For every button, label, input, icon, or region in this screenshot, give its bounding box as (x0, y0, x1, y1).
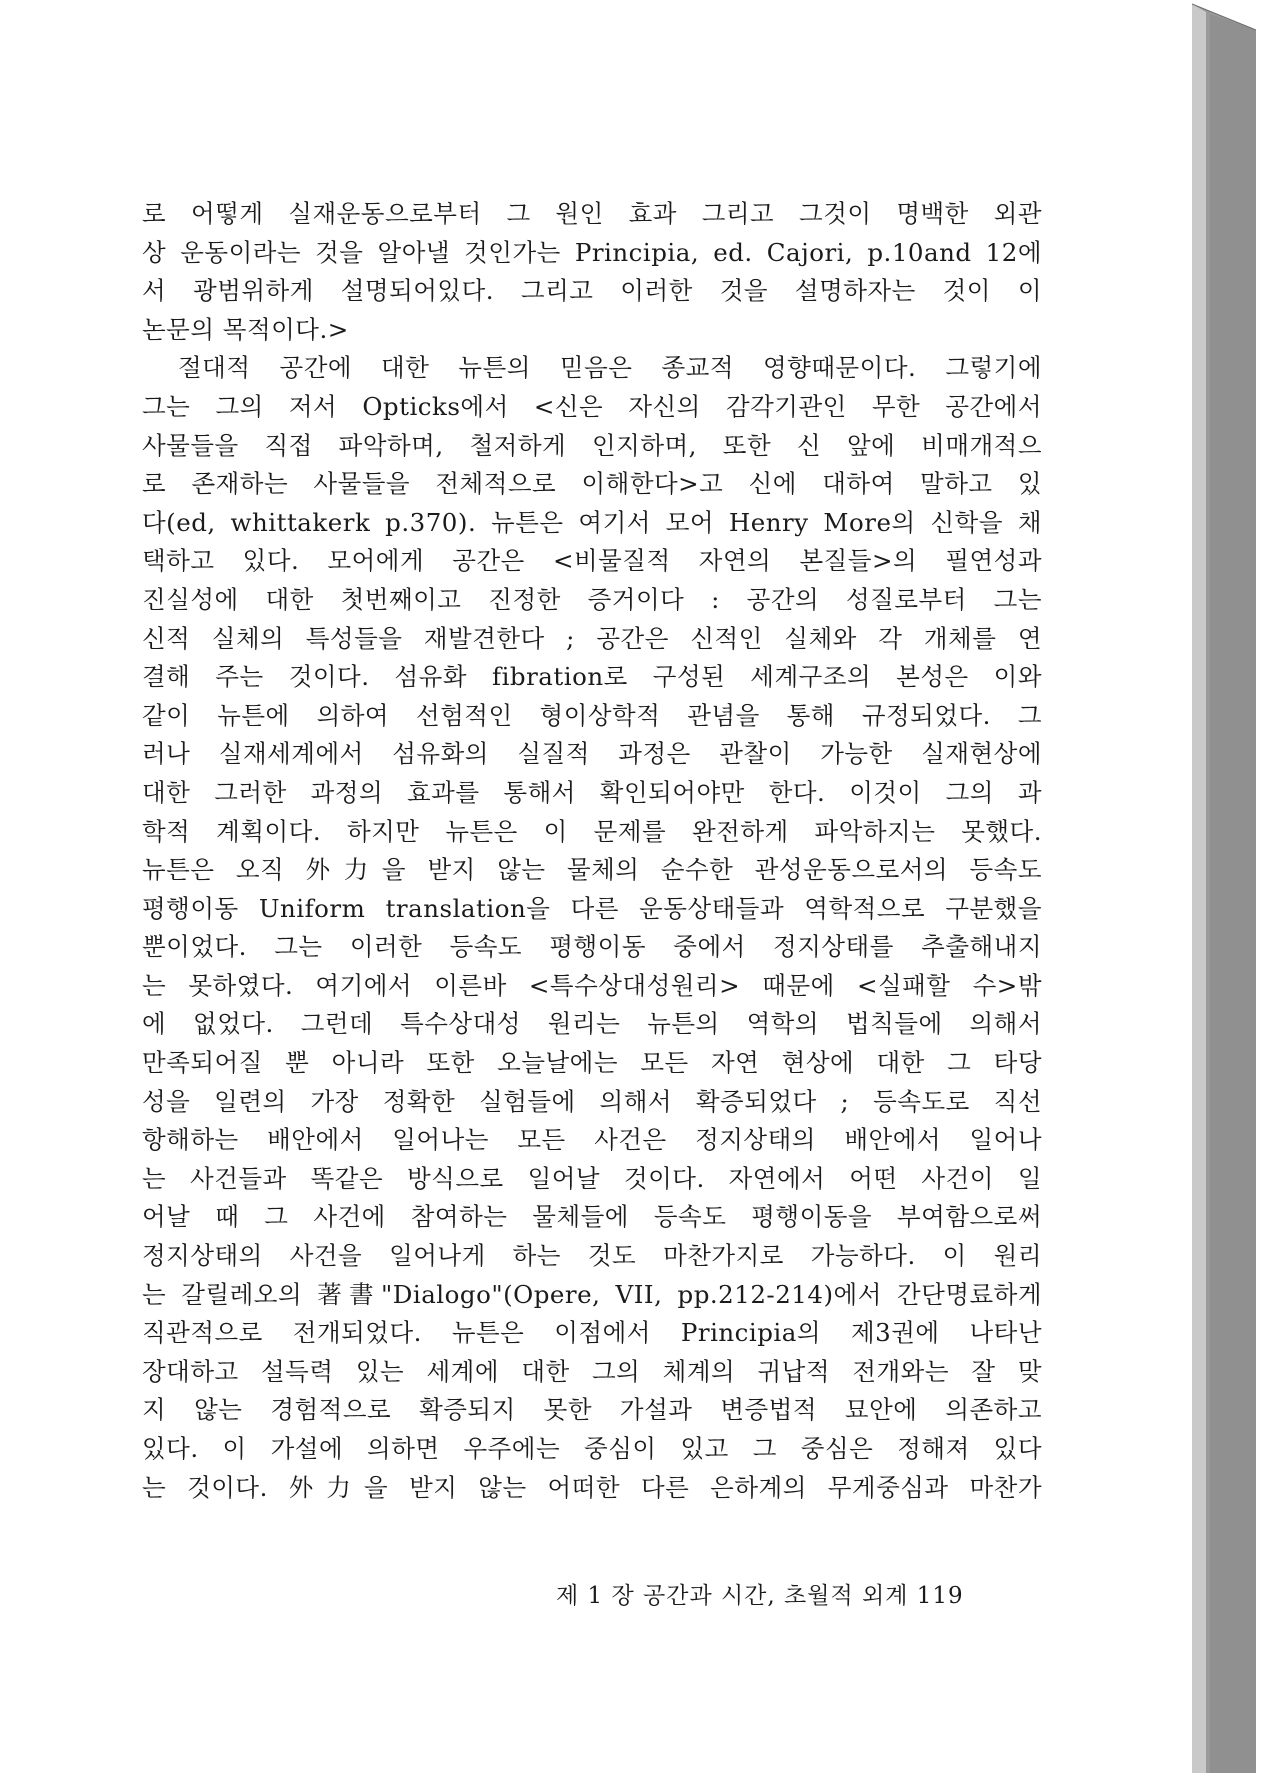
text-line: 직관적으로 전개되었다. 뉴튼은 이점에서 Principia의 제3권에 나타난 (142, 1318, 1042, 1348)
text-line: 평행이동 Uniform translation을 다른 운동상태들과 역학적으로 구분했을 (142, 893, 1042, 923)
text-line: 는 갈릴레오의 著書"Dialogo"(Opere, VII, pp.212-214)에서 간단명료하게 (142, 1279, 1042, 1309)
text-line: 서 광범위하게 설명되어있다. 그리고 이러한 것을 설명하자는 것이 이 (142, 276, 1042, 306)
text-line: 상 운동이라는 것을 알아낼 것인가는 Principia, ed. Cajori, p.10and 12에 (142, 237, 1042, 267)
text-line: 사물들을 직접 파악하며, 철저하게 인지하며, 또한 신 앞에 비매개적으 (142, 430, 1042, 460)
page-footer: 제 1 장 공간과 시간, 초월적 외계 119 (556, 1583, 964, 1609)
text-line: 러나 실재세계에서 섬유화의 실질적 과정은 관찰이 가능한 실재현상에 (142, 739, 1042, 769)
text-line: 로 존재하는 사물들을 전체적으로 이해한다>고 신에 대하여 말하고 있 (142, 469, 1042, 499)
text-line: 는 것이다. 外力을 받지 않는 어떠한 다른 은하계의 무게중심과 마찬가 (142, 1472, 1042, 1502)
text-line: 는 사건들과 똑같은 방식으로 일어날 것이다. 자연에서 어떤 사건이 일 (142, 1163, 1042, 1193)
text-line: 절대적 공간에 대한 뉴튼의 믿음은 종교적 영향때문이다. 그렇기에 (178, 353, 1042, 383)
text-line: 그는 그의 저서 Opticks에서 <신은 자신의 감각기관인 무한 공간에서 (142, 391, 1042, 421)
text-line: 논문의 목적이다.> (142, 314, 349, 344)
text-line: 성을 일련의 가장 정확한 실험들에 의해서 확증되었다 ; 등속도로 직선 (142, 1086, 1042, 1116)
text-line: 로 어떻게 실재운동으로부터 그 원인 효과 그리고 그것이 명백한 외관 (142, 199, 1042, 228)
text-line: 진실성에 대한 첫번째이고 진정한 증거이다 : 공간의 성질로부터 그는 (142, 584, 1042, 614)
text-line: 항해하는 배안에서 일어나는 모든 사건은 정지상태의 배안에서 일어나 (142, 1125, 1042, 1155)
text-line: 지 않는 경험적으로 확증되지 못한 가설과 변증법적 묘안에 의존하고 (142, 1395, 1042, 1425)
text-line: 뿐이었다. 그는 이러한 등속도 평행이동 중에서 정지상태를 추출해내지 (142, 932, 1042, 962)
text-line: 뉴튼은 오직 外力을 받지 않는 물체의 순수한 관성운동으로서의 등속도 (142, 855, 1042, 885)
document-page (6, 5, 1192, 1768)
text-line: 있다. 이 가설에 의하면 우주에는 중심이 있고 그 중심은 정해져 있다 (142, 1434, 1042, 1463)
text-line: 에 없었다. 그런데 특수상대성 원리는 뉴튼의 역학의 법칙들에 의해서 (142, 1009, 1042, 1039)
text-line: 만족되어질 뿐 아니라 또한 오늘날에는 모든 자연 현상에 대한 그 타당 (142, 1048, 1042, 1078)
text-line: 같이 뉴튼에 의하여 선험적인 형이상학적 관념을 통해 규정되었다. 그 (142, 700, 1042, 730)
text-line: 택하고 있다. 모어에게 공간은 <비물질적 자연의 본질들>의 필연성과 (142, 546, 1042, 576)
text-line: 장대하고 설득력 있는 세계에 대한 그의 체계의 귀납적 전개와는 잘 맞 (142, 1356, 1042, 1386)
text-line: 어날 때 그 사건에 참여하는 물체들에 등속도 평행이동을 부여함으로써 (142, 1202, 1042, 1232)
text-line: 대한 그러한 과정의 효과를 통해서 확인되어야만 한다. 이것이 그의 과 (142, 777, 1042, 807)
body-text (142, 195, 1042, 1507)
text-line: 다(ed, whittakerk p.370). 뉴튼은 여기서 모어 Henry More의 신학을 채 (142, 507, 1042, 537)
text-line: 신적 실체의 특성들을 재발견한다 ; 공간은 신적인 실체와 각 개체를 연 (142, 623, 1042, 653)
text-line: 학적 계획이다. 하지만 뉴튼은 이 문제를 완전하게 파악하지는 못했다. (142, 816, 1042, 846)
text-line: 는 못하였다. 여기에서 이른바 <특수상대성원리> 때문에 <실패할 수>밖 (142, 970, 1042, 1000)
text-line: 정지상태의 사건을 일어나게 하는 것도 마찬가지로 가능하다. 이 원리 (142, 1241, 1042, 1271)
text-line: 결해 주는 것이다. 섬유화 fibration로 구성된 세계구조의 본성은 이와 (142, 662, 1042, 692)
